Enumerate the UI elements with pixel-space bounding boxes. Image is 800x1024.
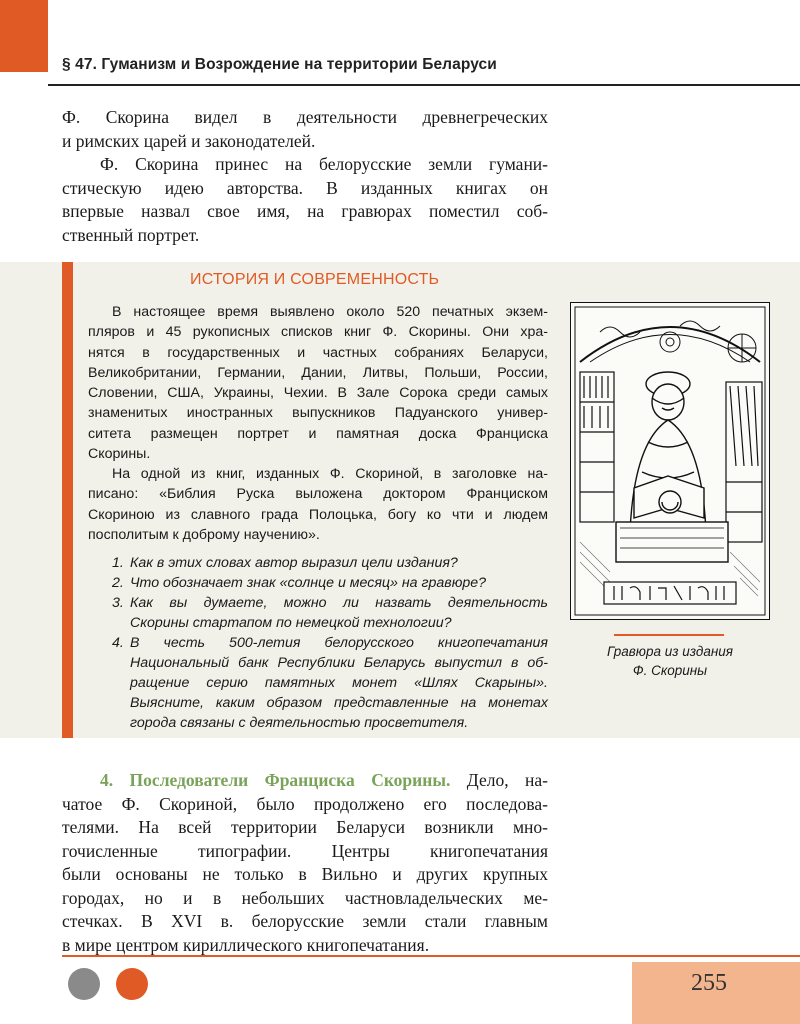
caption-line: Ф. Скорины	[632, 662, 708, 678]
page-number: 255	[691, 970, 727, 996]
text-line: в мире центром кириллического книгопечатания.	[62, 934, 430, 955]
skorina-engraving-image	[570, 302, 770, 620]
question-line: ращение серию памятных монет «Шлях Скарыны».	[130, 675, 548, 691]
caption-line: Гравюра из издания	[606, 644, 733, 659]
text-line: Ф. Скорина видел в деятельности древнегреческих	[62, 107, 548, 127]
text-line: писано: «Библия Руска выложена доктором Франциском	[88, 486, 548, 503]
question-item	[112, 573, 548, 593]
section-4-first-line: Дело, на-	[450, 770, 548, 790]
text-line: впервые назвал свое имя, на гравюрах поместил соб-	[62, 201, 548, 221]
corner-tab	[0, 0, 48, 72]
text-line: ственный портрет.	[62, 224, 200, 245]
sidebar-paragraph-2	[88, 464, 548, 545]
text-line: Великобритании, Германии, Дании, Литвы, Польши, России,	[88, 364, 548, 381]
caption-rule	[614, 634, 724, 636]
question-number: 1.	[112, 555, 124, 571]
question-number: 2.	[112, 575, 124, 591]
section-4-title: 4. Последователи Франциска Скорины.	[100, 770, 451, 790]
text-line: ситета размещен портрет и памятная доска Франциска	[88, 425, 548, 442]
question-line: Выясните, каким образом представленные на монетах	[130, 695, 548, 711]
text-line: стечках. В XVI в. белорусские земли стали главным	[62, 911, 548, 931]
text-line: телями. На всей территории Беларуси возникли мно-	[62, 817, 548, 837]
text-line: и римских царей и законодателей.	[62, 130, 316, 151]
question-line: Как в этих словах автор выразил цели издания?	[130, 555, 458, 571]
footer-rule	[62, 955, 800, 957]
text-line: пляров и 45 рукописных списков книг Ф. Скорины. Они хра-	[88, 324, 548, 341]
text-line: городах, но и в небольших частновладельческих ме-	[62, 887, 548, 908]
text-line: На одной из книг, изданных Ф. Скориной, в заголовке на-	[112, 466, 548, 482]
text-line: В настоящее время выявлено около 520 печатных экзем-	[112, 304, 548, 320]
text-line: чатое Ф. Скориной, было продолжено его последова-	[62, 793, 548, 814]
intro-paragraph-1	[62, 106, 548, 153]
text-line: нятся в государственных и частных собраниях Беларуси,	[88, 344, 548, 361]
text-line: посполитым к доброму научению».	[88, 526, 320, 543]
question-line: города связаны с деятельностью просветителя.	[130, 715, 469, 731]
question-line: Национальный банк Республики Беларусь выпустил в об-	[130, 655, 548, 671]
orange-circle-marker	[116, 968, 148, 1000]
question-line: Как вы думаете, можно ли назвать деятельность	[130, 595, 548, 611]
grey-circle-marker	[68, 968, 100, 1000]
question-number: 3.	[112, 595, 124, 611]
question-line: Что обозначает знак «солнце и месяц» на гравюре?	[130, 575, 487, 591]
sidebar-accent-bar	[62, 262, 73, 738]
text-line: Словении, США, Украины, Чехии. В Зале Сорока среди самых	[88, 385, 548, 402]
text-line: Скориною из славного града Полоцька, богу ко чти и людем	[88, 506, 548, 523]
question-number: 4.	[112, 635, 124, 651]
text-line: Ф. Скорина принес на белорусские земли гумани-	[100, 154, 548, 174]
question-line: Скорины стартапом по немецкой технологии?	[130, 615, 452, 631]
image-caption	[592, 643, 748, 680]
section-4-paragraph	[62, 769, 548, 957]
question-item	[112, 593, 548, 633]
intro-paragraph-2	[62, 153, 548, 247]
sidebar-title: ИСТОРИЯ И СОВРЕМЕННОСТЬ	[190, 271, 440, 288]
chapter-header: § 47. Гуманизм и Возрождение на территории Беларуси	[62, 56, 497, 73]
question-list	[112, 553, 548, 733]
text-line: были основаны не только в Вильно и других крупных	[62, 864, 548, 884]
sidebar-paragraph-1	[88, 302, 548, 464]
text-line	[62, 769, 548, 793]
text-line: знаменитых иностранных выпускников Падуанского универ-	[88, 405, 548, 422]
text-line: гочисленные типографии. Центры книгопечатания	[62, 840, 548, 861]
question-item	[112, 633, 548, 733]
text-line: стическую идею авторства. В изданных книгах он	[62, 177, 548, 198]
question-item	[112, 553, 548, 573]
question-line: В честь 500-летия белорусского книгопечатания	[130, 635, 548, 651]
header-rule	[48, 84, 800, 86]
text-line: Скорины.	[88, 446, 151, 463]
